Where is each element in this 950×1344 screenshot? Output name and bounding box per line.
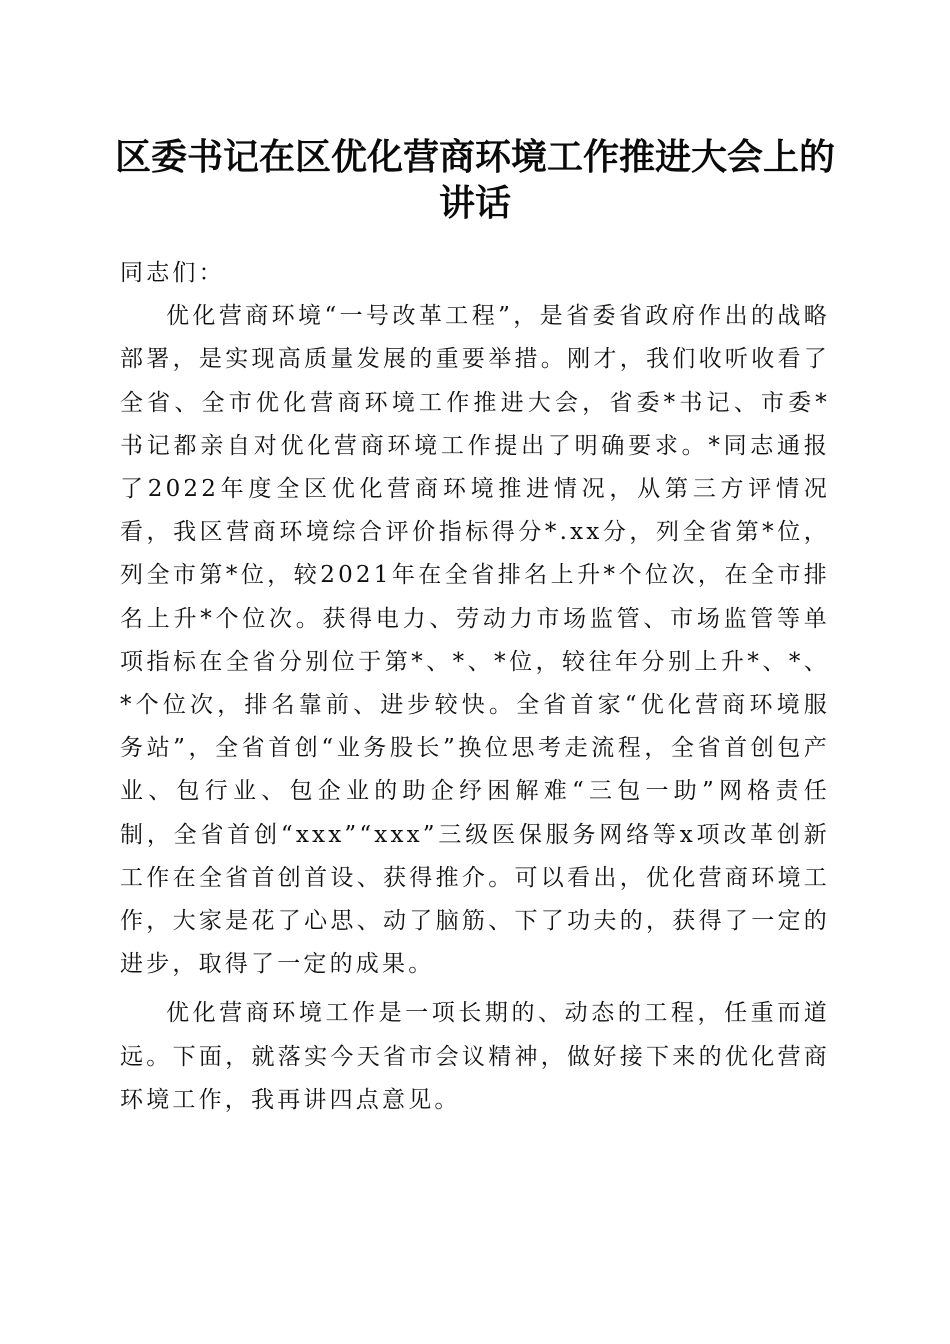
body-paragraph-2: 优化营商环境工作是一项长期的、动态的工程，任重而道远。下面，就落实今天省市会议精神，做好接下来的优化营商环境工作，我再讲四点意见。 xyxy=(120,1000,830,1113)
body-paragraph-1: 优化营商环境“一号改革工程”，是省委省政府作出的战略部署，是实现高质量发展的重要举措。刚才，我们收听收看了全省、全市优化营商环境工作推进大会，省委*书记、市委*书记都亲自对优化营商环境工作提出了明确要求。*同志通报了2022年度全区优化营商环境推进情况，从第三方评情况看，我区营商环境综合评价指标得分*.xx分，列全省第*位，列全市第*位，较2021年在全省排名上升*个位次，在全市排名上升*个位次。获得电力、劳动力市场监管、市场监管等单项指标在全省分别位于第*、*、*位，较往年分别上升*、*、*个位次，排名靠前、进步较快。全省首家“优化营商环境服务站”，全省首创“业务股长”换位思考走流程，全省首创包产业、包行业、包企业的助企纾困解难“三包一助”网格责任制，全省首创“xxx”“xxx”三级医保服务网络等x项改革创新工作在全省首创首设、获得推介。可以看出，优化营商环境工作，大家是花了心思、动了脑筋、下了功夫的，获得了一定的进步，取得了一定的成果。 xyxy=(120,303,830,978)
document-title-line-2: 讲话 xyxy=(438,182,511,224)
document-title xyxy=(95,134,855,226)
salutation: 同志们： xyxy=(120,260,225,286)
document-title-line-1: 区委书记在区优化营商环境工作推进大会上的 xyxy=(114,136,835,178)
document-body xyxy=(120,252,830,1122)
